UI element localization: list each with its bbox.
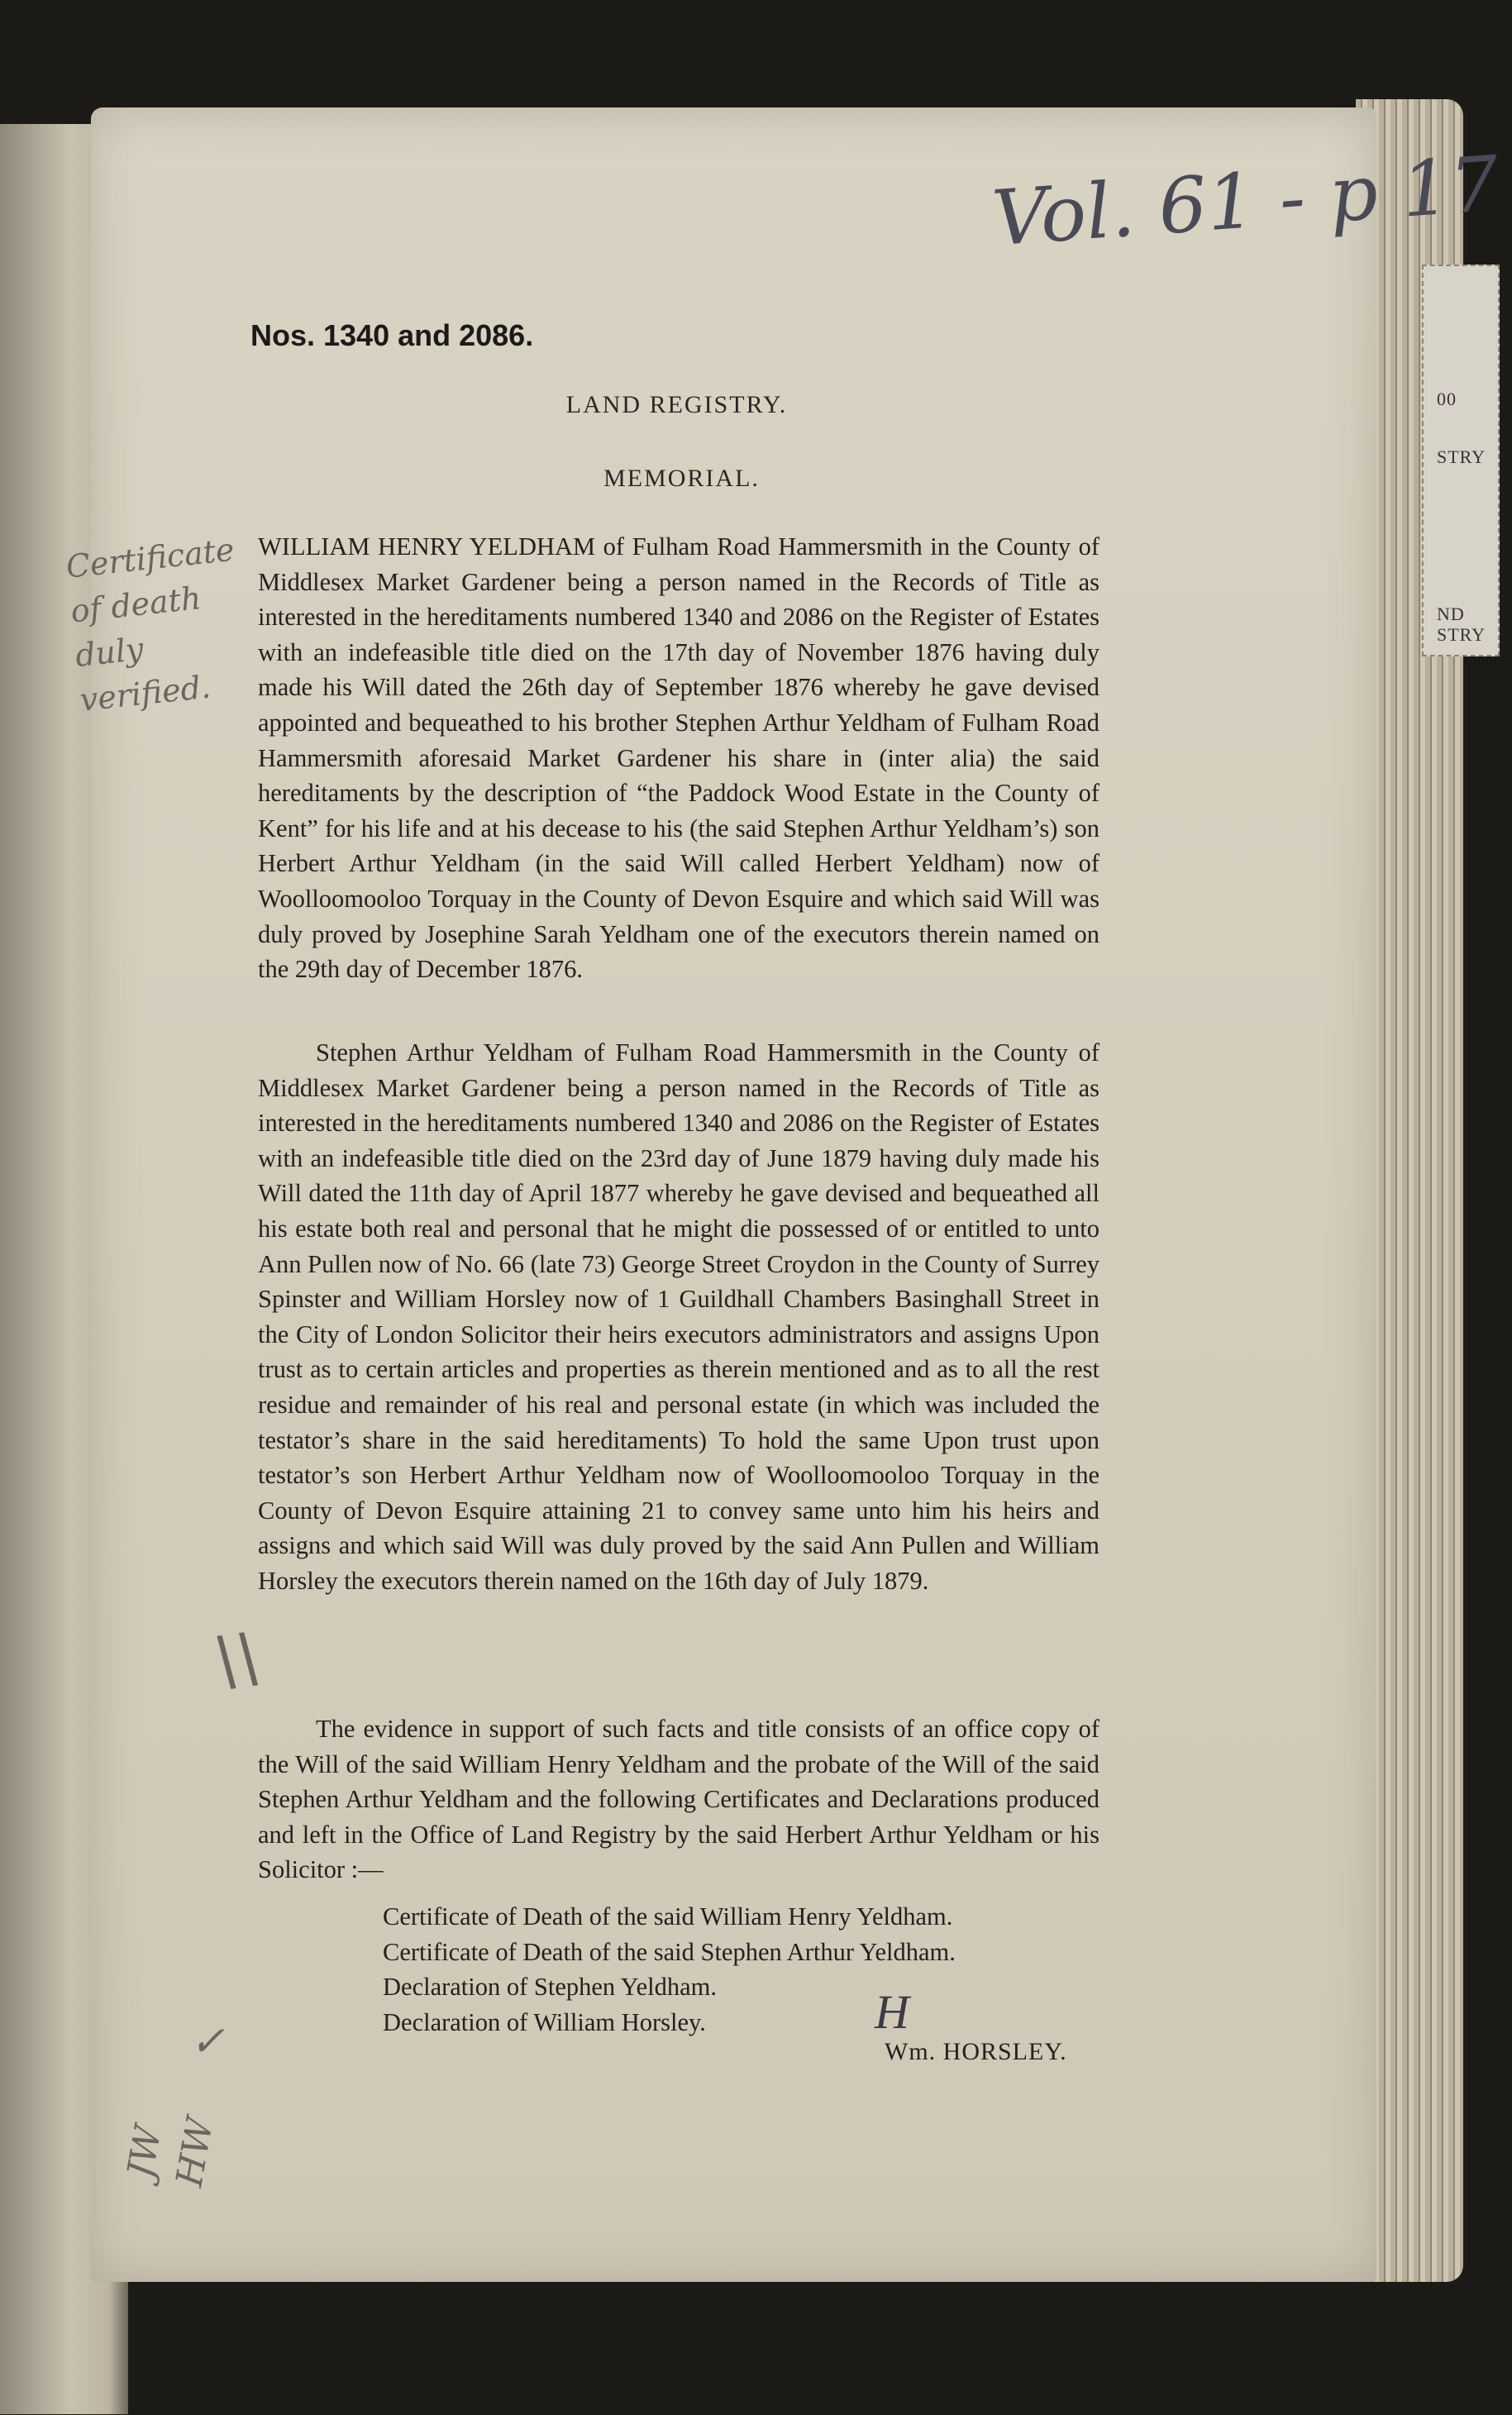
stamp-text-2: STRY	[1437, 446, 1486, 467]
margin-tick-marks: \\	[209, 1617, 265, 1701]
margin-signature-handwritten: JW HW	[119, 2114, 222, 2190]
stamp-text-4: STRY	[1437, 624, 1486, 645]
list-item: Declaration of William Horsley.	[383, 2007, 706, 2036]
certificate-list	[383, 1899, 956, 2040]
volume-reference-handwritten: Vol. 61 - p 17	[990, 139, 1502, 264]
memorial-paragraph-1: WILLIAM HENRY YELDHAM of Fulham Road Hammersmith in the County of Middlesex Market Gardener being a person named in the Records of Title as interested in the hereditaments numbered 1340 and 2086 on the Register of Estates with an indefeasible title died on the 17th day of November 1876 having duly made his Will dated the 26th day of September 1876 whereby he gave devised appointed and bequeathed to his brother Stephen Arthur Yeldham of Fulham Road Hammersmith aforesaid Market Gardener his share in (inter alia) the said hereditaments by the description of “the Paddock Wood Estate in the County of Kent” for his life and at his decease to his (the said Stephen Arthur Yeldham’s) son Herbert Arthur Yeldham (in the said Will called Herbert Yeldham) now of Woolloomooloo Torquay in the County of Devon Esquire and which said Will was duly proved by Josephine Sarah Yeldham one of the executors therein named on the 29th day of December 1876.	[258, 532, 1099, 984]
list-item: Certificate of Death of the said Stephen Arthur Yeldham.	[383, 1937, 956, 1966]
memorial-paragraph-3: The evidence in support of such facts and title consists of an office copy of the Will of the said William Henry Yeldham and the probate of the Will of the said Stephen Arthur Yeldham and the following Certificates and Declarations produced and left in the Office of Land Registry by the said Herbert Arthur Yeldham or his Solicitor :—	[258, 1715, 1099, 1884]
document-heading: LAND REGISTRY.	[565, 391, 788, 418]
document-number: Nos. 1340 and 2086.	[250, 318, 534, 352]
memorial-paragraph-2: Stephen Arthur Yeldham of Fulham Road Hammersmith in the County of Middlesex Market Gardener being a person named in the Records of Title as interested in the hereditaments numbered 1340 and 2086 on the Register of Estates with an indefeasible title died on the 23rd day of June 1879 having duly made his Will dated the 11th day of April 1877 whereby he gave devised and bequeathed all his estate both real and personal that he might die possessed of or entitled to unto Ann Pullen now of No. 66 (late 73) George Street Croydon in the County of Surrey Spinster and William Horsley now of 1 Guildhall Chambers Basinghall Street in the City of London Solicitor their heirs executors administrators and assigns Upon trust as to certain articles and properties as therein mentioned and as to all the rest residue and remainder of his real and personal estate (in which was included the testator’s share in the said hereditaments) To hold the same Upon trust upon testator’s son Herbert Arthur Yeldham now of Woolloomooloo Torquay in the County of Devon Esquire attaining 21 to convey same unto him his heirs and assigns and which said Will was duly proved by the said Ann Pullen and William Horsley the executors therein named on the 16th day of July 1879.	[258, 1038, 1099, 1595]
stamp-text-3: ND	[1437, 604, 1465, 624]
margin-check-mark: ✓	[190, 2017, 225, 2065]
list-item: Declaration of Stephen Yeldham.	[383, 1973, 718, 2001]
signature-initial-handwritten: H	[875, 1985, 909, 2039]
stamp-text-1: 00	[1437, 389, 1457, 409]
margin-note-handwritten: Certificate of death duly verified.	[64, 531, 236, 718]
list-item: Certificate of Death of the said William Henry Yeldham.	[383, 1902, 953, 1931]
document-subheading: MEMORIAL.	[603, 465, 760, 492]
signature: Wm. HORSLEY.	[885, 2038, 1067, 2065]
